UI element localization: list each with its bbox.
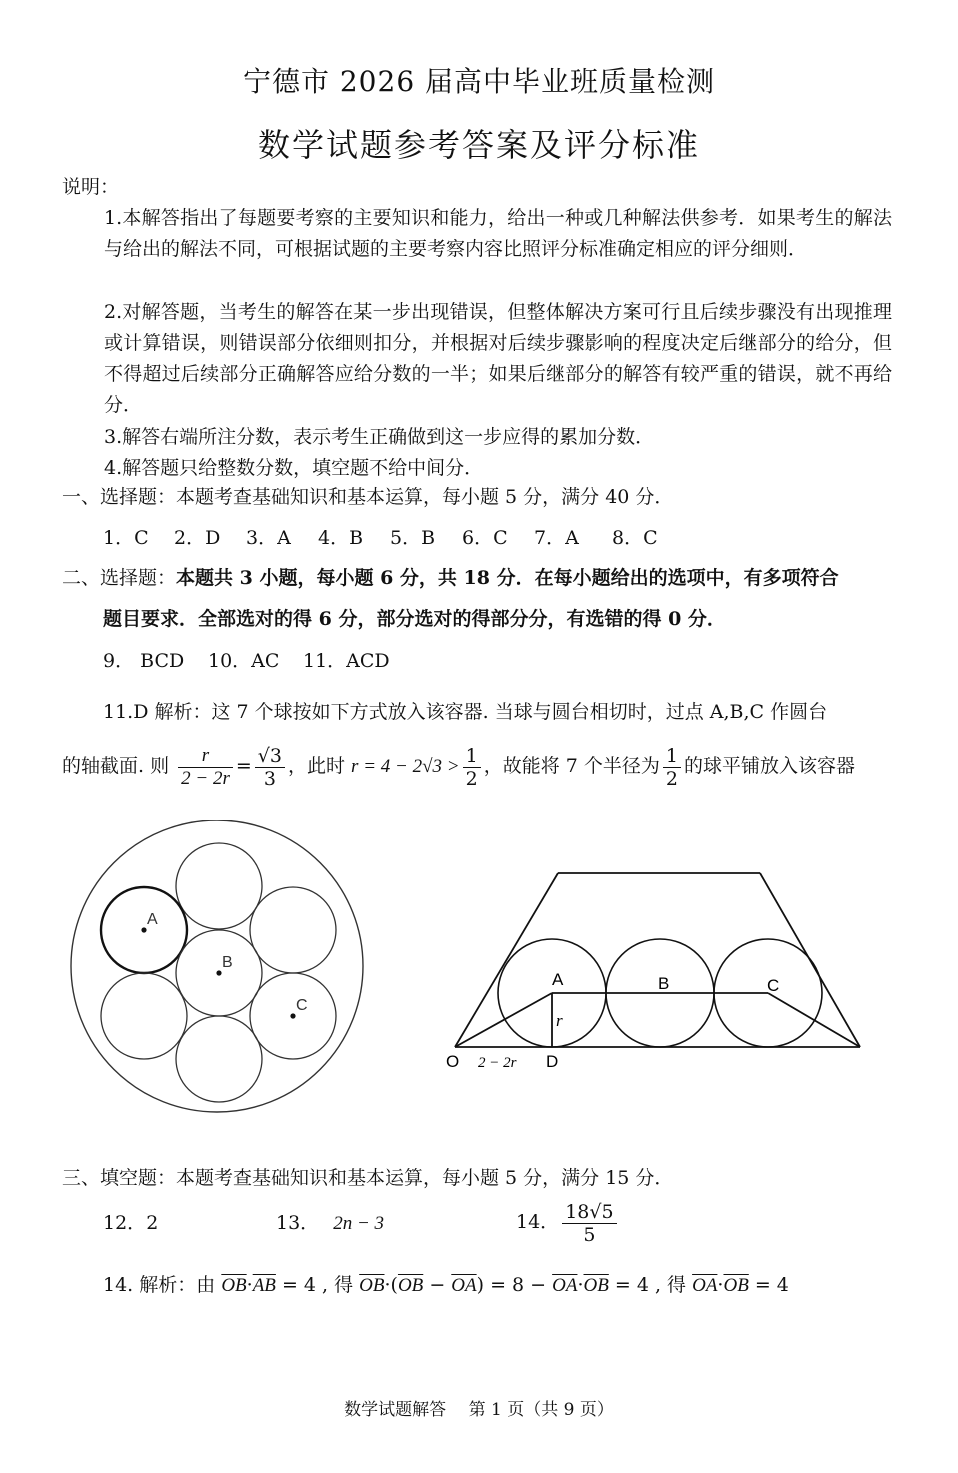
label-a: A [147,911,158,928]
label-b-section: B [658,974,670,993]
label-a-section: A [552,970,564,989]
answer-11: 11．ACD [303,650,390,672]
answer-13-number: 13． [276,1212,320,1234]
note-item-2: 2.对解答题，当考生的解答在某一步出现错误，但整体解决方案可行且后续步骤没有出现推理或计算错误，则错误部分依细则扣分，并根据对后续步骤影响的程度决定后继部分的给分，但不得超过后续部分正确解答应给分数的一半；如果后继部分的解答有较严重的错误，就不再给分． [104,301,892,416]
q14-solution: 14. 解析：由 $\overline{OB}\cdot\overline{AB} = 4$ , 得 $\overline{OB}\cdot(\overline{OB} - \overline{OA}) = 8 - \overline{OA}\cdot\overline{OB} = 4$ , 得 $\overline{OA}\cdot\overline{OB} = 4$ [103,1274,789,1296]
container-outer-circle [71,820,363,1112]
section2-rule-2: 题目要求．全部选对的得 6 分，部分选对的得部分分，有选错的得 0 分． [103,608,726,630]
answer-8: 8．C [612,527,658,549]
answer-1: 1．C [103,527,149,549]
label-c-section: C [767,976,780,995]
q11-text-a: 的轴截面. 则 [62,755,170,777]
segment-c-base [768,993,860,1047]
label-o: O [446,1052,460,1071]
note-item-1: 1.本解答指出了每题要考察的主要知识和能力，给出一种或几种解法供参考．如果考生的解法与给出的解法不同，可根据试题的主要考察内容比照评分标准确定相应的评分细则． [104,207,892,260]
section1-heading: 一、选择题：本题考查基础知识和基本运算，每小题 5 分，满分 40 分． [62,486,674,508]
vector-ab: $\overline{AB}$ [252,1275,276,1296]
sphere-bottom [176,1016,262,1102]
label-b: B [222,954,233,971]
answer-13 [276,1208,384,1235]
answer-5: 5．B [390,527,436,549]
q11-text-c: ，故能将 7 个半径为 [483,755,660,777]
answer-4: 4．B [318,527,364,549]
q14-prefix: 14. 解析：由 [103,1274,216,1296]
q11-fraction-4: $\frac{1}{2}$ [663,745,681,790]
vector-ob-5: $\overline{OB}$ [723,1275,749,1296]
q11-line-1: 11.D 解析：这 7 个球按如下方式放入该容器. 当球与圆台相切时，过点 A,B,C 作圆台 [103,701,828,723]
q14-part-1: = 4 , 得 [281,1274,354,1296]
q11-text-d: 的球平铺放入该容器 [683,755,855,777]
answer-12 [103,1208,158,1235]
page-footer: 数学试题解答 第 1 页（共 9 页） [344,1400,614,1420]
vector-oa: $\overline{OA}$ [451,1275,477,1296]
note-item-4: 4.解答题只给整数分数，填空题不给中间分． [104,457,484,479]
q14-part-4: = 4 [754,1274,789,1296]
q11-equals: = [235,755,252,777]
section2-prefix: 二、选择题： [62,567,177,589]
section3-heading: 三、填空题：本题考查基础知识和基本运算，每小题 5 分，满分 15 分． [62,1167,674,1189]
answer-6: 6．C [462,527,508,549]
answer-14 [516,1196,620,1248]
answer-10: 10．AC [208,650,280,672]
q11-text-b: ，此时 [287,755,345,777]
page-title: 宁德市 2026 届高中毕业班质量检测 [242,65,716,98]
label-r: r [556,1011,563,1030]
q11-fraction-2: $\frac{√3}{3}$ [255,745,285,790]
answer-12-value: 2 [146,1212,159,1234]
notes-heading: 说明： [62,176,120,198]
vector-ob-2: $\overline{OB}$ [359,1275,385,1296]
q14-part-2: = 8 − [490,1274,547,1296]
point-c [290,1013,295,1018]
answer-9: 9． BCD [103,650,185,672]
vector-ob-4: $\overline{OB}$ [583,1275,609,1296]
sphere-top [176,843,262,929]
answer-3: 3．A [246,527,291,549]
answer-12-number: 12． [103,1212,147,1234]
q11-line-2 [62,742,855,791]
q14-part-3: = 4 , 得 [614,1274,687,1296]
vector-ob-3: $\overline{OB}$ [397,1275,424,1296]
q11-expression: r = 4 − 2√3 > [351,756,460,777]
answer-7: 7．A [534,527,579,549]
section2-rule-1: 本题共 3 小题，每小题 6 分，共 18 分．在每小题给出的选项中，有多项符合 [176,567,839,589]
vector-ob: $\overline{OB}$ [221,1275,247,1296]
segment-o-a [455,993,552,1047]
answer-2: 2．D [174,527,221,549]
answer-14-number: 14． [516,1211,560,1233]
vector-oa-3: $\overline{OA}$ [692,1275,718,1296]
point-a [141,927,146,932]
vector-oa-2: $\overline{OA}$ [552,1275,578,1296]
figure-seven-spheres-top-view [66,820,366,1120]
q11-fraction-3: $\frac{1}{2}$ [463,745,481,790]
page-subtitle: 数学试题参考答案及评分标准 [257,126,700,164]
sphere-top-right [250,887,336,973]
sphere-bottom-left [101,973,187,1059]
q11-fraction-1: $\frac{r}{2 - 2r}$ [178,745,233,790]
label-c: C [296,997,308,1014]
figure-frustum-cross-section [440,866,870,1081]
answer-13-value: 2n − 3 [333,1213,385,1234]
note-item-3: 3.解答右端所注分数，表示考生正确做到这一步应得的累加分数． [104,426,655,448]
answer-14-fraction: $\frac{18√5}{5}$ [562,1201,616,1246]
label-base-length: 2 − 2r [478,1055,517,1071]
point-b [216,970,221,975]
label-d: D [546,1052,559,1071]
section2-heading [62,563,839,593]
